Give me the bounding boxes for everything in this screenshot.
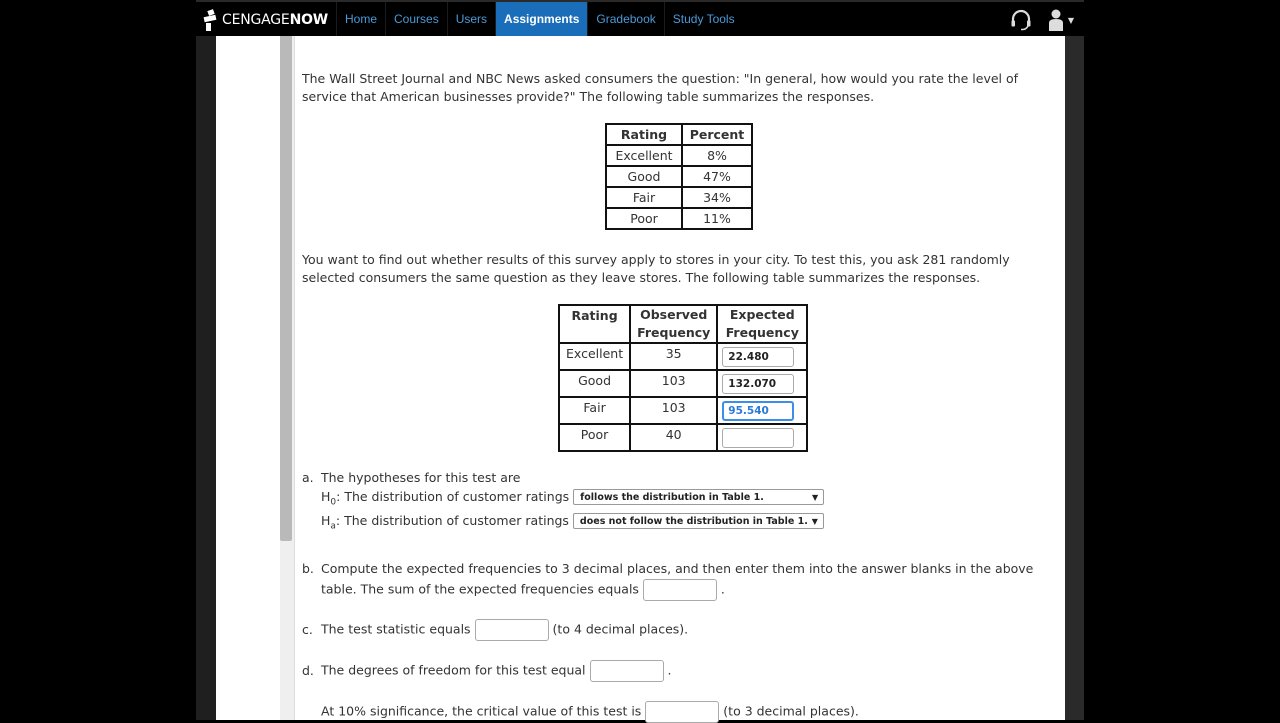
intro-text: The Wall Street Journal and NBC News asked consumers the question: "In general, how would you rate the level of service that American businesses provide?" The following table summarizes the responses. — [302, 71, 1019, 104]
problem-content — [295, 36, 1065, 720]
dropdown-arrow-icon: ▼ — [811, 517, 818, 526]
top-icons — [1009, 6, 1074, 34]
table2-observed: 35 — [630, 343, 717, 370]
expected-fair-input[interactable] — [722, 401, 794, 421]
table1-cell: 11% — [682, 208, 752, 229]
main-nav — [336, 2, 743, 36]
ha-select[interactable]: does not follow the distribution in Table 1. ▼ — [573, 513, 824, 529]
right-edge — [1065, 36, 1084, 720]
table2-rating: Fair — [559, 397, 630, 424]
nav-assignments[interactable]: Assignments — [495, 2, 587, 36]
left-panel — [216, 36, 280, 720]
question-a-text: The hypotheses for this test are — [321, 470, 521, 485]
scrollbar-thumb[interactable] — [280, 36, 292, 541]
nav-users[interactable]: Users — [447, 2, 495, 36]
degrees-freedom-input[interactable] — [590, 660, 664, 682]
headset-icon[interactable] — [1009, 8, 1033, 32]
content-scrollbar[interactable] — [280, 36, 294, 720]
expected-poor-input[interactable] — [722, 428, 794, 448]
critical-value-row: At 10% significance, the critical value of this test is (to 3 decimal places). — [302, 701, 859, 723]
table1-cell: Good — [606, 166, 682, 187]
table1-header-percent: Percent — [682, 124, 752, 145]
table1-cell: Poor — [606, 208, 682, 229]
cengagenow-logo[interactable] — [204, 5, 328, 35]
table2-observed: 103 — [630, 370, 717, 397]
table1-cell: 47% — [682, 166, 752, 187]
nav-gradebook[interactable]: Gradebook — [587, 2, 663, 36]
sum-expected-input[interactable] — [643, 579, 717, 601]
question-b: b. Compute the expected frequencies to 3 decimal places, and then enter them into the answer blanks in the above table. The sum of the expected frequencies equals . — [302, 559, 1033, 601]
table1-cell: 34% — [682, 187, 752, 208]
nav-home[interactable]: Home — [336, 2, 385, 36]
user-icon — [1047, 8, 1065, 32]
user-menu[interactable] — [1047, 8, 1074, 32]
question-d: d. The degrees of freedom for this test equal . — [302, 660, 671, 682]
expected-good-input[interactable] — [722, 374, 794, 394]
dropdown-arrow-icon: ▼ — [811, 493, 819, 502]
test-statistic-input[interactable] — [475, 619, 549, 641]
table1-header-rating: Rating — [606, 124, 682, 145]
ha-row: $H_a$: The distribution of customer ratings does not follow the distribution in Table 1. ▼ — [302, 512, 824, 536]
table2-observed: 40 — [630, 424, 717, 451]
question-a — [302, 469, 824, 536]
brand-pre: CENGAGE — [222, 12, 290, 28]
question-c: c. The test statistic equals (to 4 decimal places). — [302, 619, 688, 641]
table1-cell: Excellent — [606, 145, 682, 166]
table1-cell: Fair — [606, 187, 682, 208]
nav-study-tools[interactable]: Study Tools — [664, 2, 743, 36]
top-nav-bar — [196, 0, 1084, 36]
caret-down-icon: ▼ — [1067, 15, 1074, 25]
table1-cell: 8% — [682, 145, 752, 166]
table2-observed: 103 — [630, 397, 717, 424]
table2-header-rating: Rating — [559, 305, 630, 343]
intro2-text: You want to find out whether results of this survey apply to stores in your city. To test this, you ask 281 randomly selected consumers the same question as they leave stores. The following table summarizes the responses. — [302, 252, 1010, 285]
nav-courses[interactable]: Courses — [385, 2, 447, 36]
table2-rating: Good — [559, 370, 630, 397]
frequency-table — [558, 304, 808, 452]
h0-select[interactable]: follows the distribution in Table 1. ▼ — [573, 489, 824, 505]
cengage-logo-icon — [204, 9, 220, 31]
ratings-table — [605, 123, 753, 230]
table2-rating: Excellent — [559, 343, 630, 370]
table2-rating: Poor — [559, 424, 630, 451]
table2-header-observed: Observed Frequency — [630, 305, 717, 343]
brand-post: NOW — [289, 12, 329, 28]
table2-header-expected: Expected Frequency — [717, 305, 807, 343]
expected-excellent-input[interactable] — [722, 347, 794, 367]
h0-row: $H_0$: The distribution of customer ratings follows the distribution in Table 1. ▼ — [302, 488, 824, 512]
question-a-label: a. — [302, 470, 314, 485]
